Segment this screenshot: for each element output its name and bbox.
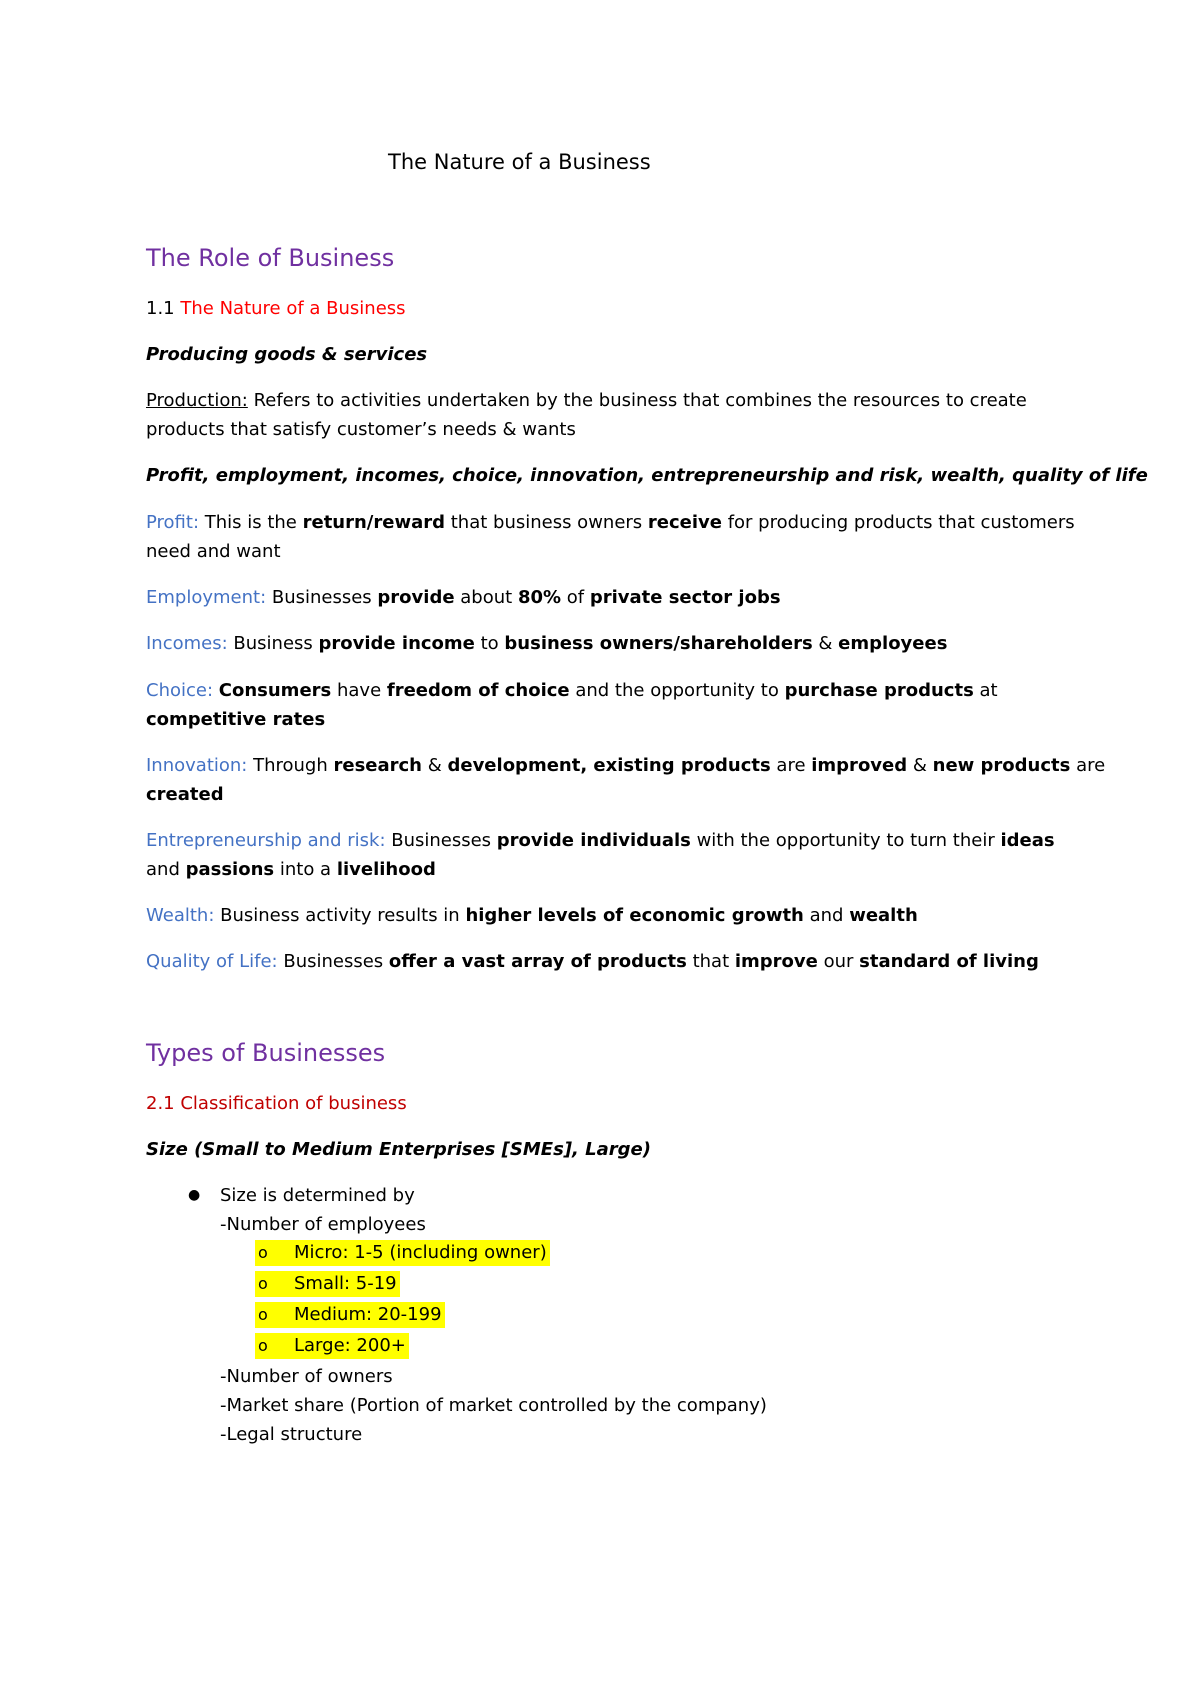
entrepreneurship-line-2: and passions into a livelihood [146,859,436,880]
bullet-text: Size is determined by [220,1185,415,1206]
innovation-term: Innovation: [146,755,248,776]
sub-bullet-icon: o [258,1243,268,1262]
profit-line-1: Profit: This is the return/reward that business owners receive for producing products that customers [146,512,1075,533]
sub-bullet-icon: o [258,1305,268,1324]
document-title: The Nature of a Business [388,150,651,174]
employees-line: -Number of employees [220,1214,426,1235]
wealth-term: Wealth: [146,905,215,926]
profit-line-2: need and want [146,541,281,562]
quality-line: Quality of Life: Businesses offer a vast array of products that improve our standard of living [146,951,1039,972]
section-heading-types-of-businesses: Types of Businesses [146,1039,386,1067]
section-heading-role-of-business: The Role of Business [146,244,395,272]
employment-line: Employment: Businesses provide about 80% of private sector jobs [146,587,781,608]
size-item-large: o Large: 200+ [255,1333,409,1359]
list-heading: Profit, employment, incomes, choice, innovation, entrepreneurship and risk, wealth, quality of life [146,465,1148,486]
choice-line-2: competitive rates [146,709,326,730]
sub-bullet-icon: o [258,1336,268,1355]
production-term: Production: [146,390,248,411]
quality-term: Quality of Life: [146,951,278,972]
innovation-line-2: created [146,784,224,805]
sub-bullet-icon: o [258,1274,268,1293]
production-line-1: Production: Refers to activities undertaken by the business that combines the resources to create [146,390,1027,411]
size-item-small: o Small: 5-19 [255,1271,400,1297]
choice-line-1: Choice: Consumers have freedom of choice and the opportunity to purchase products at [146,680,998,701]
legal-structure-line: -Legal structure [220,1424,363,1445]
incomes-line: Incomes: Business provide income to business owners/shareholders & employees [146,633,948,654]
bullet-dot-icon: ● [188,1187,201,1203]
size-item-medium: o Medium: 20-199 [255,1302,445,1328]
innovation-line-1: Innovation: Through research & development, existing products are improved & new products are [146,755,1106,776]
market-share-line: -Market share (Portion of market controlled by the company) [220,1395,767,1416]
owners-line: -Number of owners [220,1366,393,1387]
entrepreneurship-term: Entrepreneurship and risk: [146,830,386,851]
subsection-2-1: 2.1 Classification of business [146,1093,407,1114]
choice-term: Choice: [146,680,214,701]
profit-term: Profit: [146,512,200,533]
subsection-title: The Nature of a Business [180,298,406,319]
entrepreneurship-line-1: Entrepreneurship and risk: Businesses provide individuals with the opportunity to turn their ideas [146,830,1055,851]
producing-heading: Producing goods & services [146,344,428,365]
subsection-1-1 [146,294,406,323]
size-heading: Size (Small to Medium Enterprises [SMEs], Large) [146,1139,651,1160]
incomes-term: Incomes: [146,633,228,654]
employment-term: Employment: [146,587,267,608]
wealth-line: Wealth: Business activity results in higher levels of economic growth and wealth [146,905,918,926]
production-line-2: products that satisfy customer’s needs & wants [146,419,576,440]
size-item-micro: o Micro: 1-5 (including owner) [255,1240,550,1266]
subsection-number: 1.1 [146,298,175,319]
